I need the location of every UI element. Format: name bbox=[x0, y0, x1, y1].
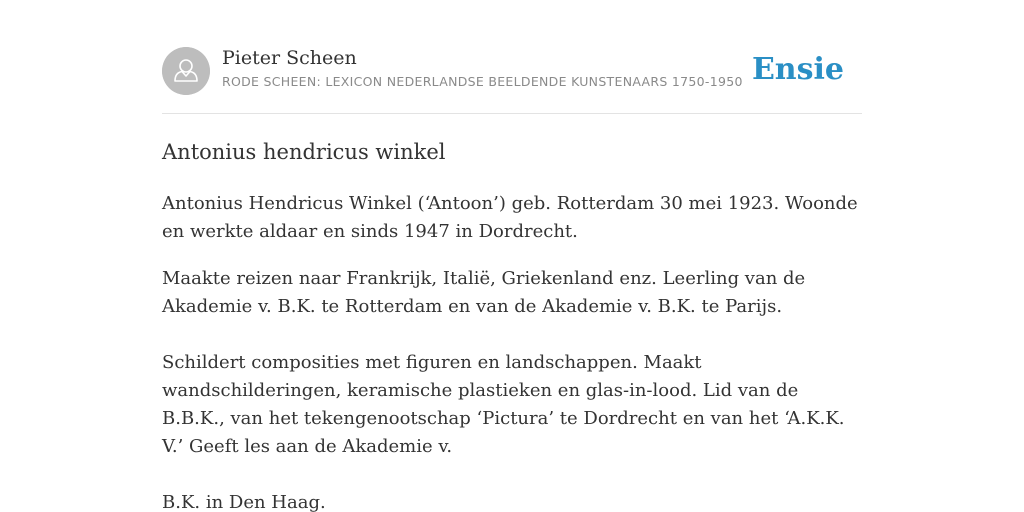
article-title: Antonius hendricus winkel bbox=[162, 140, 446, 164]
paragraph: Schildert composities met figuren en landschappen. Maakt wandschilderingen, keramische plastieken en glas-in-lood. Lid van de B.B.K., van het tekengenootschap ‘Pictura’ te Dordrecht en van het ‘A.K.K. V.’ Geeft les aan de Akademie v. bbox=[162, 352, 845, 457]
author-block bbox=[222, 44, 743, 91]
source-title[interactable]: RODE SCHEEN: LEXICON NEDERLANDSE BEELDENDE KUNSTENAARS 1750-1950 bbox=[222, 74, 743, 89]
ensie-logo[interactable]: Ensie bbox=[751, 52, 844, 87]
author-name[interactable]: Pieter Scheen bbox=[222, 47, 357, 69]
author-avatar[interactable] bbox=[162, 47, 210, 95]
paragraph: Antonius Hendricus Winkel (‘Antoon’) geb. Rotterdam 30 mei 1923. Woonde en werkte aldaar en sinds 1947 in Dordrecht. bbox=[162, 193, 858, 242]
article-body bbox=[162, 190, 862, 512]
user-icon bbox=[162, 47, 210, 95]
paragraph: Maakte reizen naar Frankrijk, Italië, Griekenland enz. Leerling van de Akademie v. B.K. te Rotterdam en van de Akademie v. B.K. te Parijs. bbox=[162, 268, 806, 317]
content-container bbox=[162, 0, 862, 512]
paragraph: B.K. in Den Haag. bbox=[162, 492, 326, 512]
article-header bbox=[162, 0, 862, 114]
